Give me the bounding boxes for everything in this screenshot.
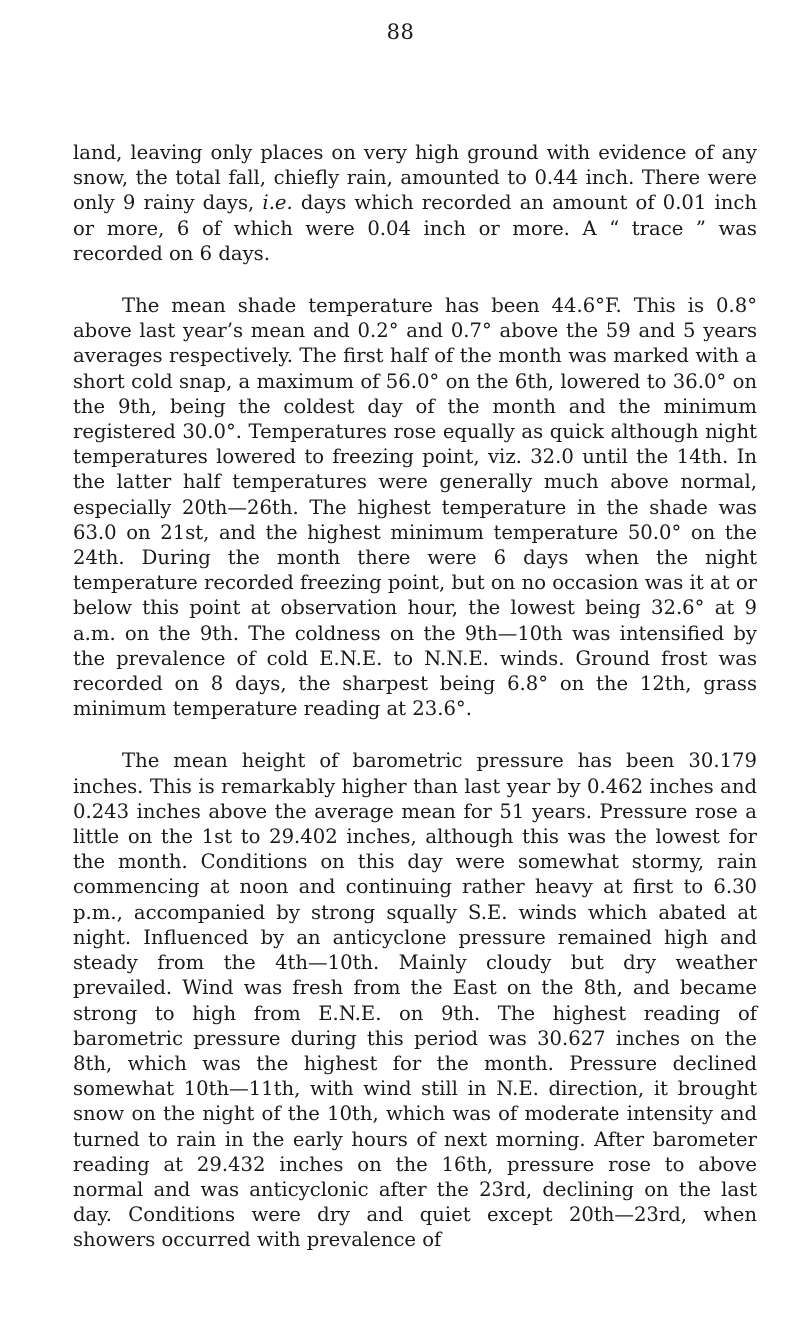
rain-text-before: land, leaving only places on very high ground with evidence of any snow, the total fall, chiefly rain, amounted to 0.44 inch. There were only 9 rainy days, — [73, 141, 757, 215]
body-text — [73, 140, 757, 1280]
rain-text-emphasis: i.e. — [262, 191, 293, 215]
paragraph-rain-continuation — [73, 140, 757, 266]
page-number: 88 — [386, 20, 415, 44]
paragraph-temperature: The mean shade temperature has been 44.6°F. This is 0.8° above last year’s mean and 0.2° and 0.7° above the 59 and 5 years averages respectively. The first half of the month was marked with a short cold snap, a maximum of 56.0° on the 6th, lowered to 36.0° on the 9th, being the coldest day of the month and the minimum registered 30.0°. Temperatures rose equally as quick although night temperatures lowered to freezing point, viz. 32.0 until the 14th. In the latter half temperatures were generally much above normal, especially 20th—26th. The highest temperature in the shade was 63.0 on 21st, and the highest minimum temperature 50.0° on the 24th. During the month there were 6 days when the night temperature recorded freezing point, but on no occasion was it at or below this point at observation hour, the lowest being 32.6° at 9 a.m. on the 9th. The coldness on the 9th—10th was intensified by the prevalence of cold E.N.E. to N.N.E. winds. Ground frost was recorded on 8 days, the sharpest being 6.8° on the 12th, grass minimum temperature reading at 23.6°. — [73, 294, 757, 721]
rain-text-after: days which recorded an amount of 0.01 inch or more, 6 of which were 0.04 inch or more. A “ trace ” was recorded on 6 days. — [73, 191, 757, 265]
paragraph-pressure: The mean height of barometric pressure has been 30.179 inches. This is remarkably higher than last year by 0.462 inches and 0.243 inches above the average mean for 51 years. Pressure rose a little on the 1st to 29.402 inches, although this was the lowest for the month. Conditions on this day were somewhat stormy, rain commencing at noon and continuing rather heavy at first to 6.30 p.m., accompanied by strong squally S.E. winds which abated at night. Influenced by an anticyclone pressure remained high and steady from the 4th—10th. Mainly cloudy but dry weather prevailed. Wind was fresh from the East on the 8th, and became strong to high from E.N.E. on 9th. The highest reading of barometric pressure during this period was 30.627 inches on the 8th, which was the highest for the month. Pressure declined somewhat 10th—11th, with wind still in N.E. direction, it brought snow on the night of the 10th, which was of moderate intensity and turned to rain in the early hours of next morning. After barometer reading at 29.432 inches on the 16th, pressure rose to above normal and was anticyclonic after the 23rd, declining on the last day. Conditions were dry and quiet except 20th—23rd, when showers occurred with prevalence of — [73, 749, 757, 1252]
